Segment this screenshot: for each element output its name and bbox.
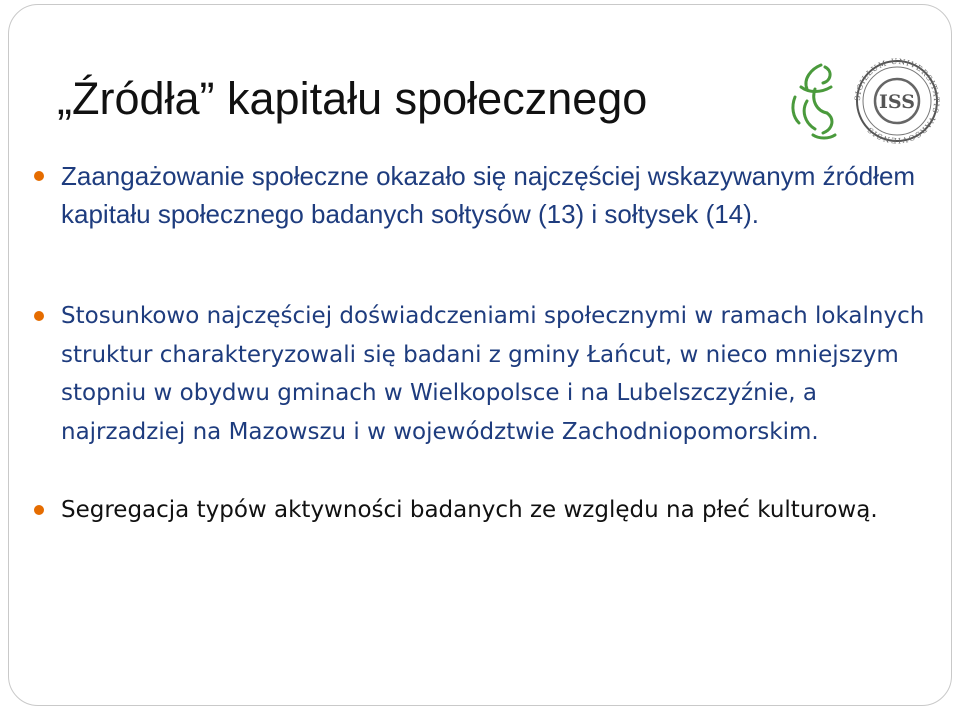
slide-title: „Źródła” kapitału społecznego <box>57 73 648 124</box>
bullet-dot-icon <box>34 311 44 321</box>
bullet-text: Segregacja typów aktywności badanych ze względu na płeć kulturową. <box>61 497 878 523</box>
green-figure-emblem-icon <box>793 65 835 138</box>
bullet-item <box>31 157 941 233</box>
bullet-list <box>31 157 941 530</box>
bullet-item <box>31 491 941 530</box>
bullet-dot-icon <box>34 171 44 181</box>
seal-ring-text: SIGILLUM UNIVERSITATIS VARSOVIENSIS <box>852 57 941 146</box>
logos <box>781 57 941 149</box>
bullet-item <box>31 297 941 451</box>
seal-center-text: ISS <box>879 91 915 113</box>
iss-seal-icon <box>853 57 941 145</box>
slide <box>8 4 952 706</box>
bullet-dot-icon <box>34 505 44 515</box>
bullet-text: Zaangażowanie społeczne okazało się najczęściej wskazywanym źródłem kapitału społecznego badanych sołtysów (13) i sołtysek (14). <box>61 161 916 229</box>
bullet-text: Stosunkowo najczęściej doświadczeniami społecznymi w ramach lokalnych struktur charakteryzowali się badani z gminy Łańcut, w nieco mniejszym stopniu w obydwu gminach w Wielkopolsce i na Lubelszczyźnie, a najrzadziej na Mazowszu i w województwie Zachodniopomorskim. <box>61 303 925 445</box>
